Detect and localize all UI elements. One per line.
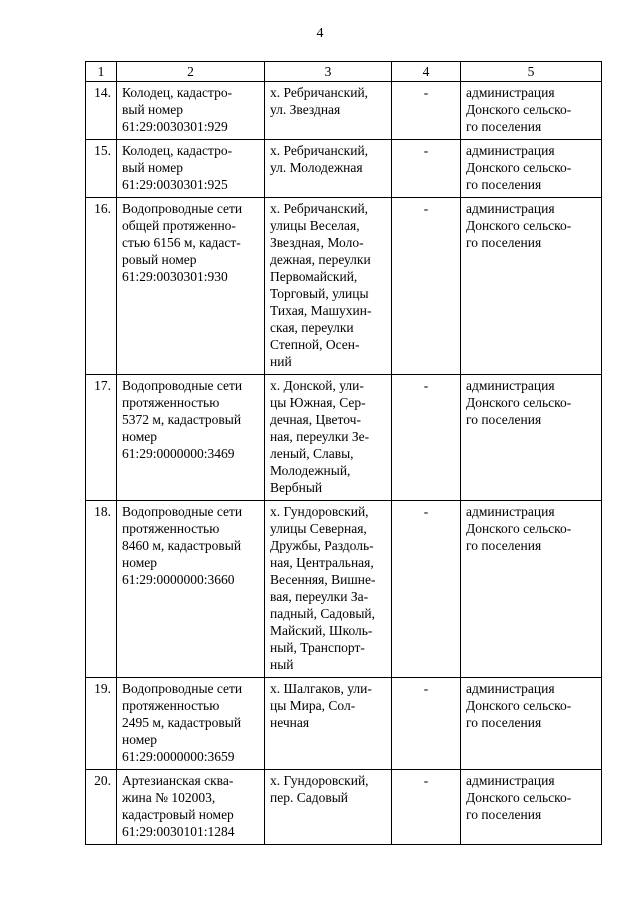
owner-cell-line: Донского сельско-: [466, 102, 572, 117]
object-name-cell-line: кадастровый номер: [122, 807, 234, 822]
location-cell: [265, 501, 392, 678]
column-4-cell: -: [392, 770, 461, 845]
object-name-cell-line: Водопроводные сети: [122, 378, 243, 393]
row-number: 14.: [86, 82, 117, 140]
location-cell-line: х. Ребричанский,: [270, 201, 369, 216]
object-name-cell-line: 61:29:0000000:3660: [122, 572, 235, 587]
location-cell-line: Степной, Осен-: [270, 337, 360, 352]
table-row: [86, 678, 602, 770]
location-cell-line: нечная: [270, 715, 310, 730]
object-name-cell-line: общей протяженно-: [122, 218, 236, 233]
object-name-cell-line: протяженностью: [122, 395, 220, 410]
location-cell-line: х. Гундоровский,: [270, 773, 369, 788]
object-name-cell-line: 61:29:0000000:3469: [122, 446, 235, 461]
owner-cell: [461, 198, 602, 375]
object-name-cell-line: Артезианская сква-: [122, 773, 234, 788]
object-name-cell-line: протяженностью: [122, 521, 220, 536]
owner-cell-line: го поселения: [466, 412, 542, 427]
column-4-cell: -: [392, 375, 461, 501]
object-name-cell-line: жина № 102003,: [122, 790, 216, 805]
location-cell-line: Молодежный,: [270, 463, 351, 478]
table-row: [86, 375, 602, 501]
owner-cell-line: го поселения: [466, 807, 542, 822]
object-name-cell-line: стью 6156 м, кадаст-: [122, 235, 241, 250]
owner-cell-line: го поселения: [466, 119, 542, 134]
location-cell-line: Дружбы, Раздоль-: [270, 538, 374, 553]
table-body: [86, 82, 602, 845]
location-cell-line: ная, переулки Зе-: [270, 429, 370, 444]
location-cell-line: улицы Веселая,: [270, 218, 360, 233]
owner-cell: [461, 82, 602, 140]
location-cell-line: Торговый, улицы: [270, 286, 369, 301]
object-name-cell: [117, 375, 265, 501]
object-name-cell-line: ровый номер: [122, 252, 197, 267]
table-row: [86, 501, 602, 678]
owner-cell-line: го поселения: [466, 715, 542, 730]
object-name-cell-line: Водопроводные сети: [122, 681, 243, 696]
owner-cell-line: Донского сельско-: [466, 521, 572, 536]
object-name-cell-line: Водопроводные сети: [122, 504, 243, 519]
object-name-cell-line: 61:29:0030301:929: [122, 119, 228, 134]
object-name-cell: [117, 770, 265, 845]
location-cell: [265, 82, 392, 140]
property-table: [85, 61, 602, 845]
row-number: 20.: [86, 770, 117, 845]
owner-cell: [461, 375, 602, 501]
object-name-cell-line: 5372 м, кадастровый: [122, 412, 242, 427]
owner-cell-line: го поселения: [466, 235, 542, 250]
location-cell-line: ская, переулки: [270, 320, 354, 335]
location-cell-line: цы Мира, Сол-: [270, 698, 356, 713]
object-name-cell-line: вый номер: [122, 160, 184, 175]
table-row: [86, 770, 602, 845]
column-header: 3: [265, 62, 392, 82]
location-cell-line: вая, переулки За-: [270, 589, 369, 604]
location-cell-line: падный, Садовый,: [270, 606, 376, 621]
location-cell-line: ный, Транспорт-: [270, 640, 365, 655]
location-cell-line: х. Шалгаков, ули-: [270, 681, 372, 696]
object-name-cell: [117, 82, 265, 140]
row-number: 18.: [86, 501, 117, 678]
location-cell-line: цы Южная, Сер-: [270, 395, 366, 410]
object-name-cell-line: вый номер: [122, 102, 184, 117]
owner-cell-line: администрация: [466, 143, 555, 158]
location-cell-line: х. Ребричанский,: [270, 85, 369, 100]
column-header: 4: [392, 62, 461, 82]
owner-cell-line: Донского сельско-: [466, 395, 572, 410]
owner-cell-line: го поселения: [466, 177, 542, 192]
object-name-cell-line: протяженностью: [122, 698, 220, 713]
owner-cell: [461, 678, 602, 770]
table-row: [86, 82, 602, 140]
object-name-cell-line: Водопроводные сети: [122, 201, 243, 216]
object-name-cell-line: 61:29:0030301:925: [122, 177, 228, 192]
column-header: 1: [86, 62, 117, 82]
table-row: [86, 140, 602, 198]
column-4-cell: -: [392, 501, 461, 678]
location-cell-line: дежная, переулки: [270, 252, 371, 267]
object-name-cell: [117, 678, 265, 770]
object-name-cell-line: номер: [122, 429, 158, 444]
owner-cell-line: администрация: [466, 201, 555, 216]
owner-cell-line: администрация: [466, 378, 555, 393]
column-4-cell: -: [392, 198, 461, 375]
owner-cell-line: администрация: [466, 681, 555, 696]
location-cell-line: дечная, Цветоч-: [270, 412, 361, 427]
owner-cell-line: Донского сельско-: [466, 790, 572, 805]
location-cell: [265, 140, 392, 198]
column-header: 5: [461, 62, 602, 82]
location-cell-line: х. Донской, ули-: [270, 378, 364, 393]
object-name-cell: [117, 501, 265, 678]
row-number: 17.: [86, 375, 117, 501]
location-cell-line: х. Ребричанский,: [270, 143, 369, 158]
owner-cell: [461, 140, 602, 198]
column-4-cell: -: [392, 82, 461, 140]
owner-cell-line: Донского сельско-: [466, 698, 572, 713]
column-header: 2: [117, 62, 265, 82]
location-cell-line: леный, Славы,: [270, 446, 354, 461]
location-cell-line: Тихая, Машухин-: [270, 303, 372, 318]
row-number: 16.: [86, 198, 117, 375]
location-cell-line: ный: [270, 657, 294, 672]
object-name-cell-line: номер: [122, 555, 158, 570]
column-4-cell: -: [392, 140, 461, 198]
object-name-cell-line: 61:29:0000000:3659: [122, 749, 235, 764]
object-name-cell: [117, 198, 265, 375]
location-cell-line: Звездная, Моло-: [270, 235, 364, 250]
page-number: 4: [316, 26, 324, 41]
location-cell: [265, 198, 392, 375]
object-name-cell-line: 8460 м, кадастровый: [122, 538, 242, 553]
object-name-cell: [117, 140, 265, 198]
row-number: 19.: [86, 678, 117, 770]
location-cell-line: ная, Центральная,: [270, 555, 374, 570]
location-cell-line: Вербный: [270, 480, 323, 495]
location-cell-line: х. Гундоровский,: [270, 504, 369, 519]
column-4-cell: -: [392, 678, 461, 770]
table-header-row: [86, 62, 602, 82]
object-name-cell-line: 2495 м, кадастровый: [122, 715, 242, 730]
owner-cell: [461, 770, 602, 845]
object-name-cell-line: Колодец, кадастро-: [122, 85, 233, 100]
location-cell: [265, 375, 392, 501]
object-name-cell-line: 61:29:0030301:930: [122, 269, 228, 284]
location-cell-line: улицы Северная,: [270, 521, 367, 536]
owner-cell-line: Донского сельско-: [466, 218, 572, 233]
location-cell-line: Первомайский,: [270, 269, 358, 284]
row-number: 15.: [86, 140, 117, 198]
location-cell: [265, 770, 392, 845]
location-cell-line: ул. Звездная: [270, 102, 341, 117]
owner-cell-line: администрация: [466, 85, 555, 100]
location-cell-line: Майский, Школь-: [270, 623, 373, 638]
location-cell-line: пер. Садовый: [270, 790, 349, 805]
owner-cell-line: го поселения: [466, 538, 542, 553]
object-name-cell-line: 61:29:0030101:1284: [122, 824, 235, 839]
location-cell-line: ний: [270, 354, 292, 369]
table-row: [86, 198, 602, 375]
owner-cell-line: Донского сельско-: [466, 160, 572, 175]
owner-cell-line: администрация: [466, 504, 555, 519]
location-cell-line: ул. Молодежная: [270, 160, 363, 175]
object-name-cell-line: номер: [122, 732, 158, 747]
location-cell: [265, 678, 392, 770]
owner-cell-line: администрация: [466, 773, 555, 788]
owner-cell: [461, 501, 602, 678]
location-cell-line: Весенняя, Вишне-: [270, 572, 376, 587]
object-name-cell-line: Колодец, кадастро-: [122, 143, 233, 158]
